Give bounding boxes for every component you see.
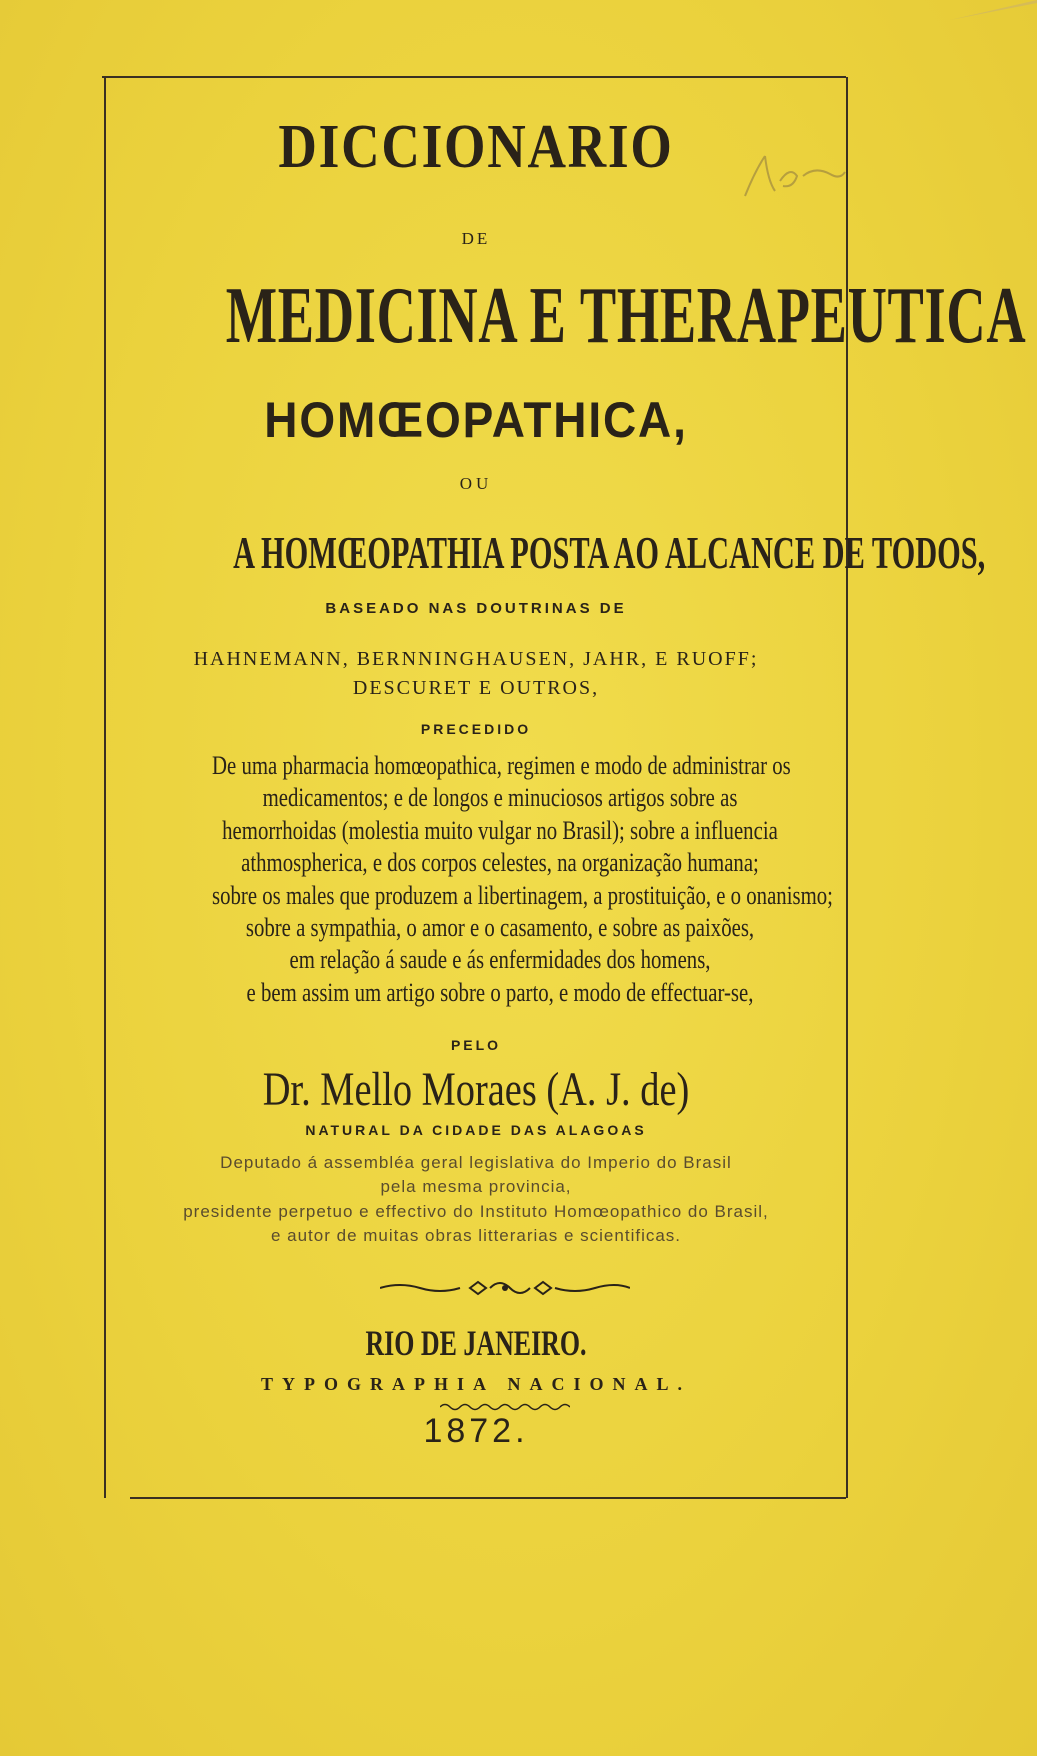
wave-rule bbox=[440, 1402, 570, 1412]
title-connector-ou: OU bbox=[459, 474, 493, 493]
author-name: Dr. Mello Moraes (A. J. de) bbox=[262, 1063, 690, 1116]
description-line: De uma pharmacia homœopathica, regimen e modo de administrar os bbox=[212, 751, 791, 780]
credential-line: Deputado á assembléa geral legislativa do Imperio do Brasil bbox=[220, 1153, 732, 1172]
book-subtitle: A HOMŒOPATHIA POSTA AO ALCANCE DE TODOS, bbox=[233, 527, 986, 578]
description-line: hemorrhoidas (molestia muito vulgar no Brasil); sobre a influencia bbox=[222, 815, 778, 845]
frame-bottom-rule bbox=[130, 1497, 846, 1499]
description-line: sobre a sympathia, o amor e o casamento, e sobre as paixões, bbox=[245, 913, 755, 943]
page-corner-fold bbox=[890, 0, 1037, 40]
description-line: em relação á saude e ás enfermidades dos homens, bbox=[289, 945, 711, 975]
book-title: DICCIONARIO bbox=[278, 113, 674, 181]
imprint-city: RIO DE JANEIRO. bbox=[365, 1323, 587, 1363]
by-label: PELO bbox=[450, 1037, 502, 1053]
description-line: medicamentos; e de longos e minuciosos artigos sobre as bbox=[262, 783, 738, 813]
description-paragraph bbox=[140, 750, 860, 1009]
credential-line: presidente perpetuo e effectivo do Instituto Homœopathico do Brasil, bbox=[183, 1202, 769, 1221]
description-line: sobre os males que produzem a libertinagem, a prostituição, e o onanismo; bbox=[212, 880, 833, 910]
ornament-divider bbox=[380, 1276, 630, 1300]
title-connector-de: DE bbox=[461, 229, 491, 248]
authorities-line-2: DESCURET E OUTROS, bbox=[352, 677, 600, 699]
authorities-line-1: HAHNEMANN, BERNNINGHAUSEN, JAHR, E RUOFF; bbox=[193, 648, 759, 670]
credential-line: e autor de muitas obras litterarias e scientificas. bbox=[270, 1226, 682, 1245]
author-origin: NATURAL DA CIDADE DAS ALAGOAS bbox=[305, 1122, 647, 1138]
preceded-label: PRECEDIDO bbox=[420, 721, 532, 737]
book-subject: MEDICINA E THERAPEUTICA bbox=[225, 272, 1027, 360]
imprint-printer: TYPOGRAPHIA NACIONAL. bbox=[260, 1374, 691, 1394]
based-on-label: BASEADO NAS DOUTRINAS DE bbox=[325, 600, 627, 617]
description-line: athmospherica, e dos corpos celestes, na organização humana; bbox=[241, 848, 759, 878]
imprint-year: 1872. bbox=[423, 1412, 529, 1450]
book-subject-2: HOMŒOPATHICA, bbox=[264, 392, 688, 448]
description-line: e bem assim um artigo sobre o parto, e modo de effectuar-se, bbox=[246, 977, 754, 1007]
credential-line: pela mesma provincia, bbox=[380, 1177, 572, 1196]
